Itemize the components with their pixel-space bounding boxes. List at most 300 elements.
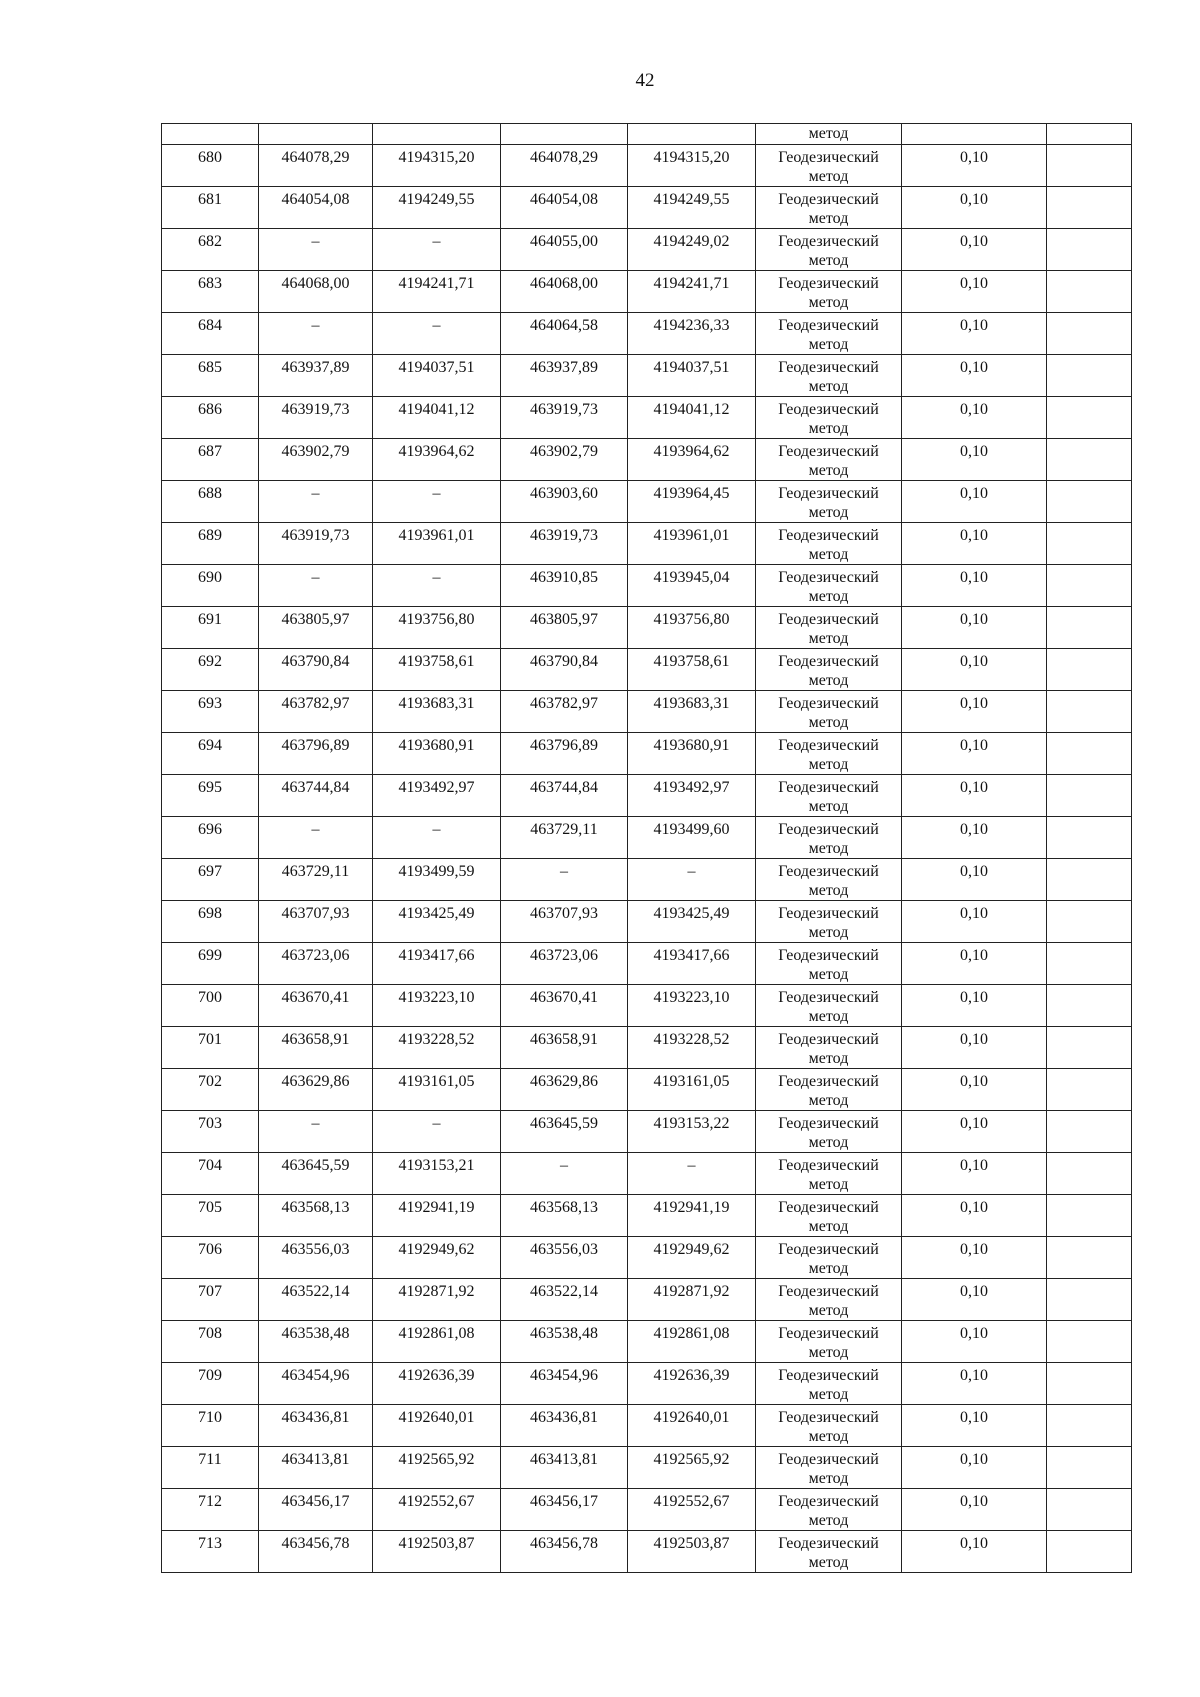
y-specified-cell bbox=[628, 1447, 756, 1489]
method-line2: метод bbox=[808, 294, 849, 311]
method-line1: Геодезический bbox=[778, 527, 879, 544]
x-existing-cell bbox=[259, 1027, 373, 1069]
cell-value: 463568,13 bbox=[530, 1199, 598, 1216]
point-number-cell bbox=[162, 1279, 259, 1321]
cell-value: 463538,48 bbox=[530, 1325, 598, 1342]
x-existing-cell bbox=[259, 1069, 373, 1111]
x-existing-cell bbox=[259, 775, 373, 817]
x-specified-cell bbox=[501, 187, 628, 229]
x-existing-cell bbox=[259, 313, 373, 355]
y-specified-cell bbox=[628, 565, 756, 607]
method-line2: метод bbox=[808, 1092, 849, 1109]
cell-value: 463658,91 bbox=[530, 1031, 598, 1048]
method-cell bbox=[756, 1531, 902, 1573]
cell-value: 4193756,80 bbox=[653, 611, 730, 628]
method-line2: метод bbox=[808, 1008, 849, 1025]
cell-value: 464055,00 bbox=[530, 233, 598, 250]
cell-value: – bbox=[311, 485, 320, 502]
accuracy-cell bbox=[902, 1531, 1047, 1573]
cell-value: 4193417,66 bbox=[653, 947, 730, 964]
cell-value: 463670,41 bbox=[281, 989, 350, 1006]
cell-value: 4193499,59 bbox=[398, 863, 475, 880]
cell-value: 463790,84 bbox=[530, 653, 598, 670]
cell-value: 0,10 bbox=[960, 737, 988, 754]
method-text bbox=[756, 1153, 901, 1194]
cell-value: 463796,89 bbox=[281, 737, 350, 754]
cell-value: 463436,81 bbox=[530, 1409, 598, 1426]
table-row bbox=[162, 733, 1132, 775]
x-specified-cell bbox=[501, 1405, 628, 1447]
method-line1: Геодезический bbox=[778, 947, 879, 964]
y-existing-cell bbox=[373, 775, 501, 817]
x-existing-cell bbox=[259, 817, 373, 859]
cell-value: – bbox=[311, 569, 320, 586]
cell-value: 464054,08 bbox=[281, 191, 350, 208]
cell-value: 463707,93 bbox=[530, 905, 598, 922]
cell-value: 0,10 bbox=[960, 443, 988, 460]
y-specified-cell bbox=[628, 145, 756, 187]
y-specified-cell bbox=[628, 481, 756, 523]
cell-value: 464054,08 bbox=[530, 191, 598, 208]
method-text bbox=[756, 1321, 901, 1362]
empty-cell bbox=[1047, 817, 1132, 859]
cell-value: 4193756,80 bbox=[398, 611, 475, 628]
cell-value: 680 bbox=[198, 149, 222, 166]
method-text bbox=[756, 565, 901, 606]
point-number-cell bbox=[162, 1531, 259, 1573]
cell-value: 0,10 bbox=[960, 1325, 988, 1342]
method-line1: Геодезический bbox=[778, 233, 879, 250]
method-line1: Геодезический bbox=[778, 1073, 879, 1090]
cell-value: 698 bbox=[198, 905, 222, 922]
x-specified-cell bbox=[501, 1447, 628, 1489]
y-specified-cell bbox=[628, 1321, 756, 1363]
point-number-cell bbox=[162, 1111, 259, 1153]
cell-value: 694 bbox=[198, 737, 222, 754]
cell-value: 713 bbox=[198, 1535, 222, 1552]
y-existing-cell bbox=[373, 523, 501, 565]
x-specified-cell bbox=[501, 817, 628, 859]
x-existing-cell bbox=[259, 1531, 373, 1573]
cell-value: 4192552,67 bbox=[398, 1493, 475, 1510]
cell-value: 0,10 bbox=[960, 527, 988, 544]
cell-value: 463670,41 bbox=[530, 989, 598, 1006]
method-line2: метод bbox=[808, 1218, 849, 1235]
x-specified-cell bbox=[501, 1489, 628, 1531]
cell-value: 463456,17 bbox=[281, 1493, 350, 1510]
method-cell bbox=[756, 1363, 902, 1405]
point-number-cell bbox=[162, 691, 259, 733]
cell-value: 463782,97 bbox=[530, 695, 598, 712]
cell-value: 4193492,97 bbox=[398, 779, 475, 796]
cell-value: 0,10 bbox=[960, 1283, 988, 1300]
y-specified-cell bbox=[628, 1279, 756, 1321]
table-row bbox=[162, 1027, 1132, 1069]
table-row bbox=[162, 229, 1132, 271]
method-cell bbox=[756, 1111, 902, 1153]
point-number-cell bbox=[162, 1489, 259, 1531]
x-specified-cell bbox=[501, 1531, 628, 1573]
x-existing-cell bbox=[259, 901, 373, 943]
cell-value: 705 bbox=[198, 1199, 222, 1216]
x-existing-cell bbox=[259, 565, 373, 607]
cell-value: 463522,14 bbox=[281, 1283, 350, 1300]
method-line2: метод bbox=[808, 1554, 849, 1571]
cell-value: 464064,58 bbox=[530, 317, 598, 334]
cell-value: 4192941,19 bbox=[653, 1199, 730, 1216]
cell-value: 4192503,87 bbox=[653, 1535, 730, 1552]
cell-value: 0,10 bbox=[960, 149, 988, 166]
cell-value: 695 bbox=[198, 779, 222, 796]
point-number-cell bbox=[162, 523, 259, 565]
y-existing-cell bbox=[373, 355, 501, 397]
cell-value: 463796,89 bbox=[530, 737, 598, 754]
cell-value: 0,10 bbox=[960, 191, 988, 208]
cell-value: 463456,17 bbox=[530, 1493, 598, 1510]
method-text bbox=[756, 187, 901, 228]
y-specified-cell bbox=[628, 1489, 756, 1531]
x-specified-cell bbox=[501, 229, 628, 271]
point-number-cell bbox=[162, 649, 259, 691]
method-cell bbox=[756, 901, 902, 943]
cell-value: 693 bbox=[198, 695, 222, 712]
x-existing-cell bbox=[259, 1279, 373, 1321]
cell-value: 4192871,92 bbox=[398, 1283, 475, 1300]
cell-value: 463658,91 bbox=[281, 1031, 350, 1048]
method-line2: метод bbox=[808, 1050, 849, 1067]
point-number-cell bbox=[162, 901, 259, 943]
cell-value: 4194249,02 bbox=[653, 233, 730, 250]
cell-value: 463902,79 bbox=[281, 443, 350, 460]
method-line1: Геодезический bbox=[778, 1535, 879, 1552]
method-cell bbox=[756, 1489, 902, 1531]
y-specified-cell bbox=[628, 817, 756, 859]
y-existing-cell bbox=[373, 901, 501, 943]
method-line1: Геодезический bbox=[778, 1199, 879, 1216]
x-specified-cell bbox=[501, 565, 628, 607]
accuracy-cell bbox=[902, 901, 1047, 943]
method-text bbox=[756, 775, 901, 816]
accuracy-cell bbox=[902, 439, 1047, 481]
cell-value: 463456,78 bbox=[281, 1535, 350, 1552]
cell-value: 463919,73 bbox=[281, 527, 350, 544]
method-cell bbox=[756, 817, 902, 859]
x-specified-cell bbox=[501, 1279, 628, 1321]
table-row bbox=[162, 313, 1132, 355]
cell-value: 0,10 bbox=[960, 863, 988, 880]
cell-value: 463790,84 bbox=[281, 653, 350, 670]
cell-value: 4194041,12 bbox=[653, 401, 730, 418]
cell-value: 4194241,71 bbox=[653, 275, 730, 292]
accuracy-cell bbox=[902, 775, 1047, 817]
method-continuation-cell: метод bbox=[756, 124, 902, 145]
method-cell bbox=[756, 271, 902, 313]
y-existing-cell bbox=[373, 187, 501, 229]
cell-value: 463744,84 bbox=[281, 779, 350, 796]
cell-value: 684 bbox=[198, 317, 222, 334]
x-existing-cell bbox=[259, 145, 373, 187]
cell-value: 704 bbox=[198, 1157, 222, 1174]
accuracy-cell bbox=[902, 397, 1047, 439]
method-line1: Геодезический bbox=[778, 359, 879, 376]
cell-value: 708 bbox=[198, 1325, 222, 1342]
accuracy-cell bbox=[902, 187, 1047, 229]
cell-value: 691 bbox=[198, 611, 222, 628]
x-existing-cell bbox=[259, 691, 373, 733]
method-line2: метод bbox=[808, 1176, 849, 1193]
cell-value: 4193964,45 bbox=[653, 485, 730, 502]
x-specified-cell bbox=[501, 1027, 628, 1069]
y-specified-cell bbox=[628, 1153, 756, 1195]
method-line1: Геодезический bbox=[778, 1325, 879, 1342]
table-row bbox=[162, 1195, 1132, 1237]
y-specified-cell bbox=[628, 775, 756, 817]
cell-value: 463902,79 bbox=[530, 443, 598, 460]
cell-value: – bbox=[432, 317, 441, 334]
y-specified-cell bbox=[628, 1531, 756, 1573]
method-line1: Геодезический bbox=[778, 1157, 879, 1174]
accuracy-cell bbox=[902, 691, 1047, 733]
method-line1: Геодезический bbox=[778, 443, 879, 460]
method-cell bbox=[756, 733, 902, 775]
y-specified-cell bbox=[628, 733, 756, 775]
cell-value: 4193961,01 bbox=[653, 527, 730, 544]
point-number-cell bbox=[162, 1027, 259, 1069]
accuracy-cell bbox=[902, 1111, 1047, 1153]
empty-cell bbox=[1047, 1405, 1132, 1447]
method-cell bbox=[756, 1237, 902, 1279]
table-row bbox=[162, 481, 1132, 523]
cell-value: 463729,11 bbox=[281, 863, 350, 880]
cell-value: 463919,73 bbox=[530, 401, 598, 418]
method-text bbox=[756, 817, 901, 858]
method-line1: Геодезический bbox=[778, 191, 879, 208]
empty-cell bbox=[1047, 901, 1132, 943]
method-line2: метод bbox=[808, 798, 849, 815]
method-line1: Геодезический bbox=[778, 401, 879, 418]
cell-value: 4193417,66 bbox=[398, 947, 475, 964]
method-text bbox=[756, 1069, 901, 1110]
point-number-cell bbox=[162, 1237, 259, 1279]
y-existing-cell bbox=[373, 397, 501, 439]
y-specified-cell bbox=[628, 691, 756, 733]
empty-cell bbox=[1047, 1279, 1132, 1321]
cell-value: 463919,73 bbox=[281, 401, 350, 418]
method-text bbox=[756, 1237, 901, 1278]
page-number: 42 bbox=[635, 70, 655, 91]
table-row bbox=[162, 439, 1132, 481]
coordinates-table bbox=[161, 123, 1132, 1573]
x-existing-cell bbox=[259, 229, 373, 271]
table-row bbox=[162, 565, 1132, 607]
x-existing-cell bbox=[259, 1153, 373, 1195]
method-cell bbox=[756, 943, 902, 985]
method-text bbox=[756, 943, 901, 984]
method-line1: Геодезический bbox=[778, 1367, 879, 1384]
cell-value: 4193153,22 bbox=[653, 1115, 730, 1132]
accuracy-cell bbox=[902, 355, 1047, 397]
y-existing-cell bbox=[373, 439, 501, 481]
cell-value: 463556,03 bbox=[281, 1241, 350, 1258]
accuracy-cell bbox=[902, 1279, 1047, 1321]
cell-value: 463436,81 bbox=[281, 1409, 350, 1426]
empty-cell bbox=[1047, 1531, 1132, 1573]
cell-value: 0,10 bbox=[960, 1241, 988, 1258]
y-specified-cell bbox=[628, 985, 756, 1027]
cell-value: 4192565,92 bbox=[398, 1451, 475, 1468]
point-number-cell bbox=[162, 313, 259, 355]
cell-value: 681 bbox=[198, 191, 222, 208]
method-line1: Геодезический bbox=[778, 653, 879, 670]
empty-cell bbox=[1047, 691, 1132, 733]
x-existing-cell bbox=[259, 397, 373, 439]
cell-value: 463568,13 bbox=[281, 1199, 350, 1216]
y-existing-cell bbox=[373, 271, 501, 313]
table-row bbox=[162, 607, 1132, 649]
y-specified-cell bbox=[628, 901, 756, 943]
table-row bbox=[162, 859, 1132, 901]
method-line1: Геодезический bbox=[778, 821, 879, 838]
method-cell bbox=[756, 985, 902, 1027]
method-cell bbox=[756, 523, 902, 565]
method-cell bbox=[756, 481, 902, 523]
cell-value: 4192871,92 bbox=[653, 1283, 730, 1300]
point-number-cell bbox=[162, 397, 259, 439]
cell-value: 0,10 bbox=[960, 947, 988, 964]
cell-value: 4193425,49 bbox=[653, 905, 730, 922]
cell-value: 4193425,49 bbox=[398, 905, 475, 922]
cell-value: 4192949,62 bbox=[653, 1241, 730, 1258]
x-existing-cell bbox=[259, 859, 373, 901]
empty-cell bbox=[1047, 943, 1132, 985]
method-cell bbox=[756, 607, 902, 649]
method-text bbox=[756, 1027, 901, 1068]
y-specified-cell bbox=[628, 313, 756, 355]
empty-cell bbox=[1047, 229, 1132, 271]
method-text bbox=[756, 523, 901, 564]
table-cell bbox=[1047, 124, 1132, 145]
table-cell bbox=[628, 124, 756, 145]
accuracy-cell bbox=[902, 1447, 1047, 1489]
table-row bbox=[162, 691, 1132, 733]
cell-value: 709 bbox=[198, 1367, 222, 1384]
cell-value: 4193228,52 bbox=[398, 1031, 475, 1048]
point-number-cell bbox=[162, 1405, 259, 1447]
method-cell bbox=[756, 1195, 902, 1237]
cell-value: 463629,86 bbox=[530, 1073, 598, 1090]
cell-value: 711 bbox=[198, 1451, 222, 1468]
x-existing-cell bbox=[259, 439, 373, 481]
accuracy-cell bbox=[902, 523, 1047, 565]
point-number-cell bbox=[162, 985, 259, 1027]
table-row bbox=[162, 1405, 1132, 1447]
x-specified-cell bbox=[501, 1195, 628, 1237]
cell-value: 0,10 bbox=[960, 611, 988, 628]
cell-value: 463782,97 bbox=[281, 695, 350, 712]
empty-cell bbox=[1047, 271, 1132, 313]
cell-value: – bbox=[560, 863, 568, 880]
table-row bbox=[162, 1489, 1132, 1531]
x-existing-cell bbox=[259, 523, 373, 565]
x-specified-cell bbox=[501, 481, 628, 523]
x-specified-cell bbox=[501, 775, 628, 817]
cell-value: 4193758,61 bbox=[653, 653, 730, 670]
x-existing-cell bbox=[259, 1195, 373, 1237]
empty-cell bbox=[1047, 1489, 1132, 1531]
cell-value: 688 bbox=[198, 485, 222, 502]
x-specified-cell bbox=[501, 691, 628, 733]
table-row bbox=[162, 1237, 1132, 1279]
cell-value: 4193945,04 bbox=[653, 569, 730, 586]
table-cell bbox=[259, 124, 373, 145]
table-row bbox=[162, 187, 1132, 229]
cell-value: 4193680,91 bbox=[653, 737, 730, 754]
method-text bbox=[756, 733, 901, 774]
empty-cell bbox=[1047, 607, 1132, 649]
method-text bbox=[756, 1489, 901, 1530]
cell-value: 0,10 bbox=[960, 233, 988, 250]
point-number-cell bbox=[162, 1321, 259, 1363]
method-line1: Геодезический bbox=[778, 905, 879, 922]
x-existing-cell bbox=[259, 1489, 373, 1531]
empty-cell bbox=[1047, 859, 1132, 901]
y-specified-cell bbox=[628, 187, 756, 229]
cell-value: 685 bbox=[198, 359, 222, 376]
accuracy-cell bbox=[902, 1405, 1047, 1447]
y-existing-cell bbox=[373, 817, 501, 859]
cell-value: 0,10 bbox=[960, 1157, 988, 1174]
cell-value: – bbox=[311, 1115, 320, 1132]
table-row bbox=[162, 943, 1132, 985]
x-specified-cell bbox=[501, 901, 628, 943]
cell-value: – bbox=[560, 1157, 568, 1174]
cell-value: 4193223,10 bbox=[398, 989, 475, 1006]
cell-value: 463919,73 bbox=[530, 527, 598, 544]
method-line2: метод bbox=[808, 504, 849, 521]
cell-value: 4193161,05 bbox=[653, 1073, 730, 1090]
cell-value: 4193492,97 bbox=[653, 779, 730, 796]
cell-value: 463454,96 bbox=[530, 1367, 598, 1384]
cell-value: 463723,06 bbox=[281, 947, 350, 964]
x-specified-cell bbox=[501, 859, 628, 901]
method-line2: метод bbox=[808, 924, 849, 941]
cell-value: – bbox=[432, 569, 441, 586]
cell-value: 463937,89 bbox=[281, 359, 350, 376]
y-specified-cell bbox=[628, 1195, 756, 1237]
empty-cell bbox=[1047, 313, 1132, 355]
empty-cell bbox=[1047, 1363, 1132, 1405]
method-line1: Геодезический bbox=[778, 1493, 879, 1510]
method-line2: метод bbox=[808, 1302, 849, 1319]
method-line2: метод bbox=[808, 1428, 849, 1445]
method-text bbox=[756, 1405, 901, 1446]
cell-value: 4194241,71 bbox=[398, 275, 475, 292]
empty-cell bbox=[1047, 1321, 1132, 1363]
accuracy-cell bbox=[902, 1195, 1047, 1237]
point-number-cell bbox=[162, 1447, 259, 1489]
method-text bbox=[756, 607, 901, 648]
x-specified-cell bbox=[501, 649, 628, 691]
cell-value: 463903,60 bbox=[530, 485, 598, 502]
x-specified-cell bbox=[501, 271, 628, 313]
x-specified-cell bbox=[501, 145, 628, 187]
method-line1: Геодезический bbox=[778, 863, 879, 880]
y-existing-cell bbox=[373, 1237, 501, 1279]
cell-value: 697 bbox=[198, 863, 222, 880]
x-specified-cell bbox=[501, 523, 628, 565]
cell-value: 703 bbox=[198, 1115, 222, 1132]
x-specified-cell bbox=[501, 355, 628, 397]
